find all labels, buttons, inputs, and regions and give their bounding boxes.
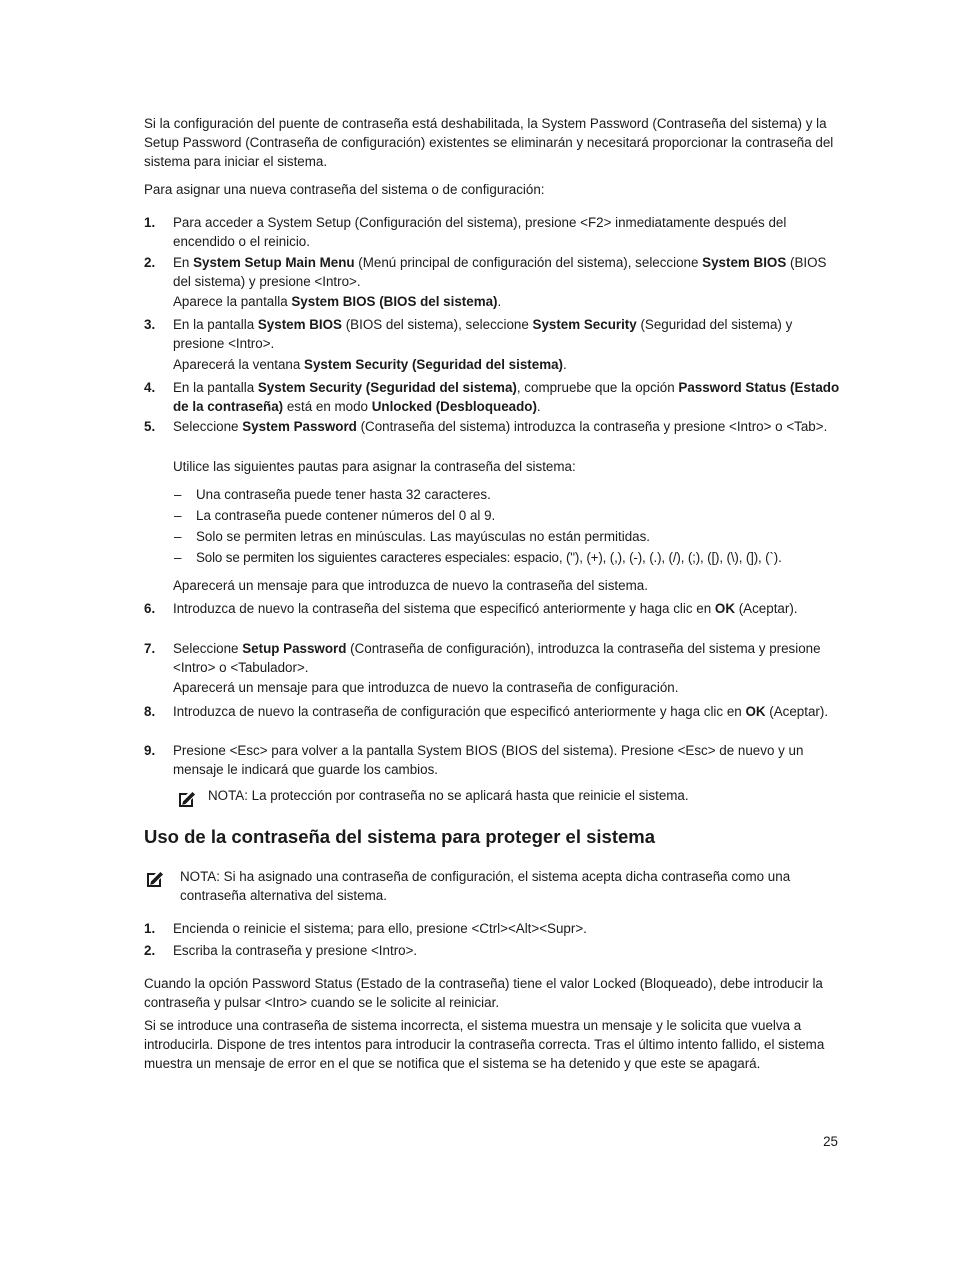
step-number: 8. [144, 704, 156, 719]
dash-bullet: – [174, 508, 182, 523]
step-text: Encienda o reinicie el sistema; para ello, presione <Ctrl><Alt><Supr>. [173, 921, 587, 936]
step-number: 5. [144, 419, 156, 434]
step-text: Para acceder a System Setup (Configuración del sistema), presione <F2> inmediatamente después del encendido o el reinicio. [173, 215, 787, 249]
step-number: 9. [144, 743, 156, 758]
step-number: 2. [144, 255, 156, 270]
step-result: Aparece la pantalla System BIOS (BIOS del sistema). [173, 294, 502, 309]
step-text: En la pantalla System Security (Seguridad del sistema), compruebe que la opción Password Status (Estado de la contraseña) está en modo Unlocked (Desbloqueado). [173, 380, 840, 414]
pencil-note-icon [177, 789, 197, 809]
step-text: En la pantalla System BIOS (BIOS del sistema), seleccione System Security (Seguridad del sistema) y presione <Intro>. [173, 317, 793, 351]
note-text: NOTA: Si ha asignado una contraseña de configuración, el sistema acepta dicha contraseña como una contraseña alternativa del sistema. [180, 869, 791, 903]
body-paragraph: Si se introduce una contraseña de sistema incorrecta, el sistema muestra un mensaje y le solicita que vuelva a introducirla. Dispone de tres intentos para introducir la contraseña correcta. Tras el último intento fallido, el sistema muestra un mensaje de error en el que se notifica que el sistema se ha detenido y que este se apagará. [144, 1018, 825, 1071]
step-text: Seleccione System Password (Contraseña del sistema) introduzca la contraseña y presione <Intro> o <Tab>. [173, 419, 828, 434]
bullet-text: Solo se permiten los siguientes caracteres especiales: espacio, ("), (+), (,), (-), (.), (/), (;), ([), (\), (]), (`). [196, 550, 782, 565]
step-result: Aparecerá un mensaje para que introduzca de nuevo la contraseña de configuración. [173, 680, 679, 695]
step-text: Introduzca de nuevo la contraseña de configuración que especificó anteriormente y haga clic en OK (Aceptar). [173, 704, 829, 719]
step-text: Introduzca de nuevo la contraseña del sistema que especificó anteriormente y haga clic en OK (Aceptar). [173, 601, 798, 616]
step-number: 7. [144, 641, 156, 656]
step-number: 6. [144, 601, 156, 616]
step-number: 4. [144, 380, 156, 395]
section-heading: Uso de la contraseña del sistema para proteger el sistema [144, 826, 656, 847]
step-number: 3. [144, 317, 156, 332]
intro-paragraph: Si la configuración del puente de contraseña está deshabilitada, la System Password (Contraseña del sistema) y la Setup Password (Contraseña de configuración) existentes se eliminarán y necesitará proporcionar la contraseña del sistema para iniciar el sistema. [144, 116, 834, 169]
note-text: NOTA: La protección por contraseña no se aplicará hasta que reinicie el sistema. [208, 788, 689, 803]
note-label: NOTA: [208, 788, 248, 803]
dash-bullet: – [174, 529, 182, 544]
note-label: NOTA: [180, 869, 220, 884]
dash-bullet: – [174, 487, 182, 502]
step-number: 2. [144, 943, 156, 958]
step-number: 1. [144, 921, 156, 936]
dash-bullet: – [174, 550, 182, 565]
bullet-text: La contraseña puede contener números del 0 al 9. [196, 508, 496, 523]
step-result: Aparecerá un mensaje para que introduzca de nuevo la contraseña del sistema. [173, 578, 648, 593]
step-result: Aparecerá la ventana System Security (Seguridad del sistema). [173, 357, 567, 372]
step-text: Presione <Esc> para volver a la pantalla System BIOS (BIOS del sistema). Presione <Esc> de nuevo y un mensaje le indicará que guarde los cambios. [173, 743, 804, 777]
step-text: En System Setup Main Menu (Menú principal de configuración del sistema), seleccione System BIOS (BIOS del sistema) y presione <Intro>. [173, 255, 827, 289]
page-number: 25 [823, 1134, 838, 1149]
pencil-note-icon [145, 869, 165, 889]
step-text: Seleccione Setup Password (Contraseña de configuración), introduzca la contraseña del sistema y presione <Intro> o <Tabulador>. [173, 641, 821, 675]
bullet-text: Solo se permiten letras en minúsculas. Las mayúsculas no están permitidas. [196, 529, 651, 544]
body-paragraph: Cuando la opción Password Status (Estado de la contraseña) tiene el valor Locked (Bloqueado), debe introducir la contraseña y pulsar <Intro> cuando se le solicite al reiniciar. [144, 976, 823, 1010]
bullet-text: Una contraseña puede tener hasta 32 caracteres. [196, 487, 491, 502]
step-number: 1. [144, 215, 156, 230]
intro-instruction: Para asignar una nueva contraseña del sistema o de configuración: [144, 182, 545, 197]
step-result: Utilice las siguientes pautas para asignar la contraseña del sistema: [173, 459, 576, 474]
step-text: Escriba la contraseña y presione <Intro>. [173, 943, 418, 958]
